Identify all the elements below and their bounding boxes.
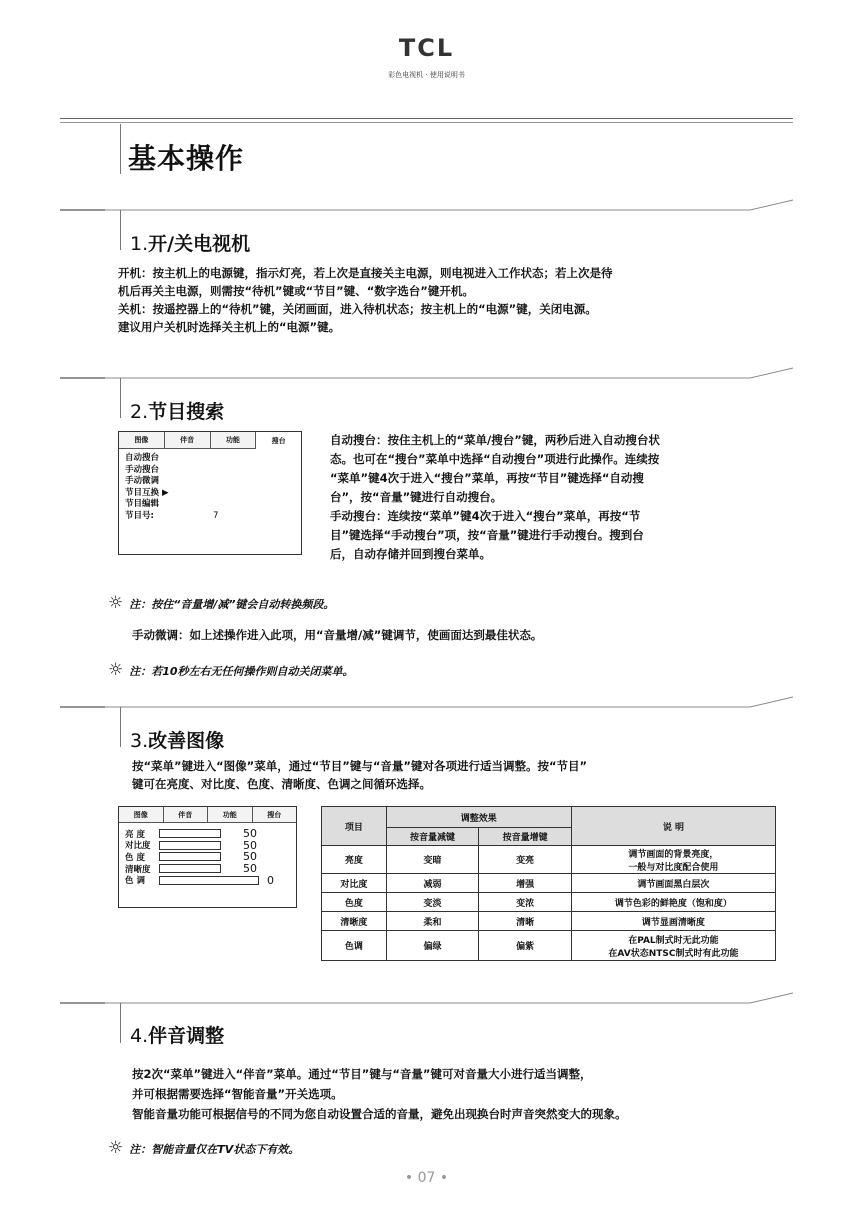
section2-line: “菜单”键4次于进入“搜台”菜单，再按“节目”键选择“自动搜 bbox=[330, 471, 644, 485]
section4-line: 智能音量功能可根据信号的不同为您自动设置合适的音量，避免出现换台时声音突然变大的现象。 bbox=[132, 1107, 627, 1121]
section1-line: 关机：按遥控器上的“待机”键，关闭画面，进入待机状态；按主机上的“电源”键，关闭电源。 bbox=[118, 302, 597, 316]
section1-vline bbox=[120, 210, 121, 250]
cell-inc: 变亮 bbox=[479, 846, 572, 874]
program-number-value: 7 bbox=[213, 510, 219, 521]
cell-item: 亮度 bbox=[322, 846, 387, 874]
note-menu-timeout-text: 注：若10秒左右无任何操作则自动关闭菜单。 bbox=[129, 665, 354, 678]
picture-row-label: 清晰度 bbox=[125, 864, 151, 875]
cell-dec: 偏绿 bbox=[386, 931, 479, 961]
picture-row-label: 对比度 bbox=[125, 841, 151, 852]
table-row bbox=[322, 893, 776, 912]
picture-row-tint bbox=[125, 874, 290, 886]
section1-line: 开机：按主机上的电源键，指示灯亮，若上次是直接关主电源，则电视进入工作状态；若上次是待 bbox=[118, 266, 613, 280]
section-divider-3 bbox=[60, 695, 795, 711]
section2-body bbox=[330, 431, 800, 564]
section2-line: 后，自动存储并回到搜台菜单。 bbox=[330, 547, 491, 561]
table-row bbox=[322, 931, 776, 961]
section3-heading bbox=[130, 726, 224, 753]
header-subtitle: 彩色电视机 · 使用说明书 bbox=[388, 71, 465, 79]
title-vline bbox=[120, 124, 121, 174]
section1-title: 开/关电视机 bbox=[148, 233, 251, 255]
section2-title: 节目搜索 bbox=[148, 401, 225, 423]
section4-body bbox=[132, 1064, 802, 1124]
picture-row-label: 色 调 bbox=[125, 876, 145, 887]
cell-dec: 柔和 bbox=[386, 912, 479, 931]
section3-line: 键可在亮度、对比度、色度、清晰度、色调之间循环选择。 bbox=[132, 777, 431, 791]
section4-heading bbox=[130, 1021, 224, 1048]
sun-icon: ☼ bbox=[108, 593, 124, 613]
table-row bbox=[322, 874, 776, 893]
level-bar bbox=[159, 829, 221, 838]
picture-row-value: 50 bbox=[243, 838, 257, 852]
menu-tabs bbox=[119, 432, 301, 449]
cell-desc: 调节画面黑白层次 bbox=[571, 874, 775, 893]
picture-row-value: 50 bbox=[243, 827, 257, 841]
fine-tune-text: 手动微调：如上述操作进入此项，用“音量增/减”键调节，使画面达到最佳状态。 bbox=[132, 628, 543, 642]
program-number-label: 节目号: bbox=[125, 510, 154, 521]
page-number: • 07 • bbox=[404, 1170, 449, 1186]
section2-line: 态。也可在“搜台”菜单中选择“自动搜台”项进行此操作。连续按 bbox=[330, 452, 660, 466]
cell-dec: 变淡 bbox=[386, 893, 479, 912]
note-smart-volume-text: 注：智能音量仅在TV状态下有效。 bbox=[129, 1143, 300, 1156]
col-item: 项目 bbox=[322, 807, 387, 846]
picture-menu-rows bbox=[119, 823, 296, 891]
section3-body bbox=[132, 757, 802, 793]
col-effect: 调整效果 bbox=[386, 807, 571, 828]
search-menu-list bbox=[119, 449, 301, 526]
table-row bbox=[322, 846, 776, 874]
note-smart-volume bbox=[108, 1138, 299, 1158]
level-bar bbox=[159, 876, 259, 885]
menu-item-swap: 节目互换 ▶ bbox=[125, 487, 169, 498]
level-bar bbox=[159, 852, 221, 861]
cell-inc: 变浓 bbox=[479, 893, 572, 912]
section-divider-2 bbox=[60, 366, 795, 382]
menu-tab-picture: 图像 bbox=[119, 432, 165, 449]
cell-dec: 减弱 bbox=[386, 874, 479, 893]
sun-icon: ☼ bbox=[108, 660, 124, 680]
menu-item-edit: 节目编辑 bbox=[125, 499, 160, 509]
cell-dec: 变暗 bbox=[386, 846, 479, 874]
section3-line: 按“菜单”键进入“图像”菜单，通过“节目”键与“音量”键对各项进行适当调整。按“节目” bbox=[132, 759, 588, 773]
section4-number: 4. bbox=[130, 1025, 149, 1047]
col-desc: 说 明 bbox=[571, 807, 775, 846]
col-dec: 按音量减键 bbox=[386, 828, 479, 846]
section3-title: 改善图像 bbox=[148, 730, 225, 752]
title-top-rule bbox=[60, 118, 793, 119]
table-row bbox=[322, 912, 776, 931]
sun-icon: ☼ bbox=[108, 1138, 124, 1158]
picture-row-label: 亮 度 bbox=[125, 829, 145, 840]
note-band-switch-text: 注：按住“音量增/减”键会自动转换频段。 bbox=[129, 598, 335, 611]
menu-tab-search: 搜台 bbox=[253, 807, 297, 823]
section4-title: 伴音调整 bbox=[148, 1025, 225, 1047]
picture-row-value: 0 bbox=[267, 873, 274, 887]
cell-desc-line: 在PAL制式时无此功能 bbox=[628, 935, 719, 946]
brand-logo: TCL bbox=[398, 34, 455, 62]
picture-row-brightness bbox=[125, 828, 290, 840]
search-menu-screen bbox=[118, 431, 302, 555]
section1-heading bbox=[130, 229, 250, 256]
section2-heading bbox=[130, 397, 224, 424]
section2-vline bbox=[120, 378, 121, 418]
section4-line: 并可根据需要选择“智能音量”开关选项。 bbox=[132, 1087, 343, 1101]
section2-line: 目”键选择“手动搜台”项，按“音量”键进行手动搜台。搜到台 bbox=[330, 528, 644, 542]
cell-desc bbox=[571, 846, 775, 874]
menu-item-manual-search: 手动搜台 bbox=[125, 464, 160, 475]
menu-tab-sound: 伴音 bbox=[165, 432, 211, 449]
menu-tab-function: 功能 bbox=[211, 432, 257, 449]
picture-menu-screen bbox=[118, 806, 297, 908]
section1-line: 机后再关主电源，则需按“待机”键或“节目”键、“数字选台”键开机。 bbox=[118, 284, 474, 298]
section2-line: 自动搜台：按住主机上的“菜单/搜台”键，两秒后进入自动搜台状 bbox=[330, 433, 660, 447]
section1-line: 建议用户关机时选择关主机上的“电源”键。 bbox=[118, 320, 341, 334]
menu-item-program-number bbox=[125, 511, 295, 523]
page-title: 基本操作 bbox=[128, 142, 245, 175]
picture-row-color bbox=[125, 851, 290, 863]
col-inc: 按音量增键 bbox=[479, 828, 572, 846]
picture-row-value: 50 bbox=[243, 850, 257, 864]
section3-number: 3. bbox=[130, 730, 149, 752]
section2-number: 2. bbox=[130, 401, 149, 423]
cell-desc-line: 在AV状态NTSC制式时有此功能 bbox=[608, 948, 739, 959]
section4-line: 按2次“菜单”键进入“伴音”菜单。通过“节目”键与“音量”键可对音量大小进行适当调整， bbox=[132, 1067, 592, 1081]
cell-desc: 调节显画清晰度 bbox=[571, 912, 775, 931]
cell-desc: 调节色彩的鲜艳度（饱和度） bbox=[571, 893, 775, 912]
cell-item: 清晰度 bbox=[322, 912, 387, 931]
section-divider-1 bbox=[60, 198, 795, 214]
cell-desc bbox=[571, 931, 775, 961]
section3-vline bbox=[120, 707, 121, 747]
section2-line: 手动搜台：连续按“菜单”键4次于进入“搜台”菜单，再按“节 bbox=[330, 509, 641, 523]
menu-tab-function: 功能 bbox=[208, 807, 253, 823]
section2-line: 台”，按“音量”键进行自动搜台。 bbox=[330, 490, 503, 504]
cell-inc: 增强 bbox=[479, 874, 572, 893]
cell-item: 对比度 bbox=[322, 874, 387, 893]
note-menu-timeout bbox=[108, 660, 354, 680]
menu-tab-search: 搜台 bbox=[256, 432, 301, 449]
section4-vline bbox=[120, 1003, 121, 1043]
cell-item: 色调 bbox=[322, 931, 387, 961]
menu-tab-picture: 图像 bbox=[119, 807, 164, 823]
picture-row-value: 50 bbox=[243, 862, 257, 876]
picture-row-contrast bbox=[125, 840, 290, 852]
section1-body bbox=[118, 264, 798, 336]
title-top-rule-2 bbox=[60, 122, 793, 123]
level-bar bbox=[159, 841, 221, 850]
cell-desc-line: 一般与对比度配合使用 bbox=[628, 862, 719, 873]
section1-number: 1. bbox=[130, 233, 149, 255]
cell-item: 色度 bbox=[322, 893, 387, 912]
picture-adjust-table bbox=[321, 806, 776, 961]
menu-item-auto-search: 自动搜台 bbox=[125, 453, 160, 463]
level-bar bbox=[159, 864, 221, 873]
cell-inc: 偏紫 bbox=[479, 931, 572, 961]
cell-desc-line: 调节画面的背景亮度， bbox=[628, 849, 719, 860]
cell-inc: 清晰 bbox=[479, 912, 572, 931]
note-band-switch bbox=[108, 593, 334, 613]
menu-tabs bbox=[119, 807, 296, 823]
picture-row-label: 色 度 bbox=[125, 852, 145, 863]
menu-tab-sound: 伴音 bbox=[164, 807, 209, 823]
section-divider-4 bbox=[60, 991, 795, 1007]
menu-item-fine-tune: 手动微调 bbox=[125, 476, 160, 486]
picture-row-sharpness bbox=[125, 863, 290, 875]
